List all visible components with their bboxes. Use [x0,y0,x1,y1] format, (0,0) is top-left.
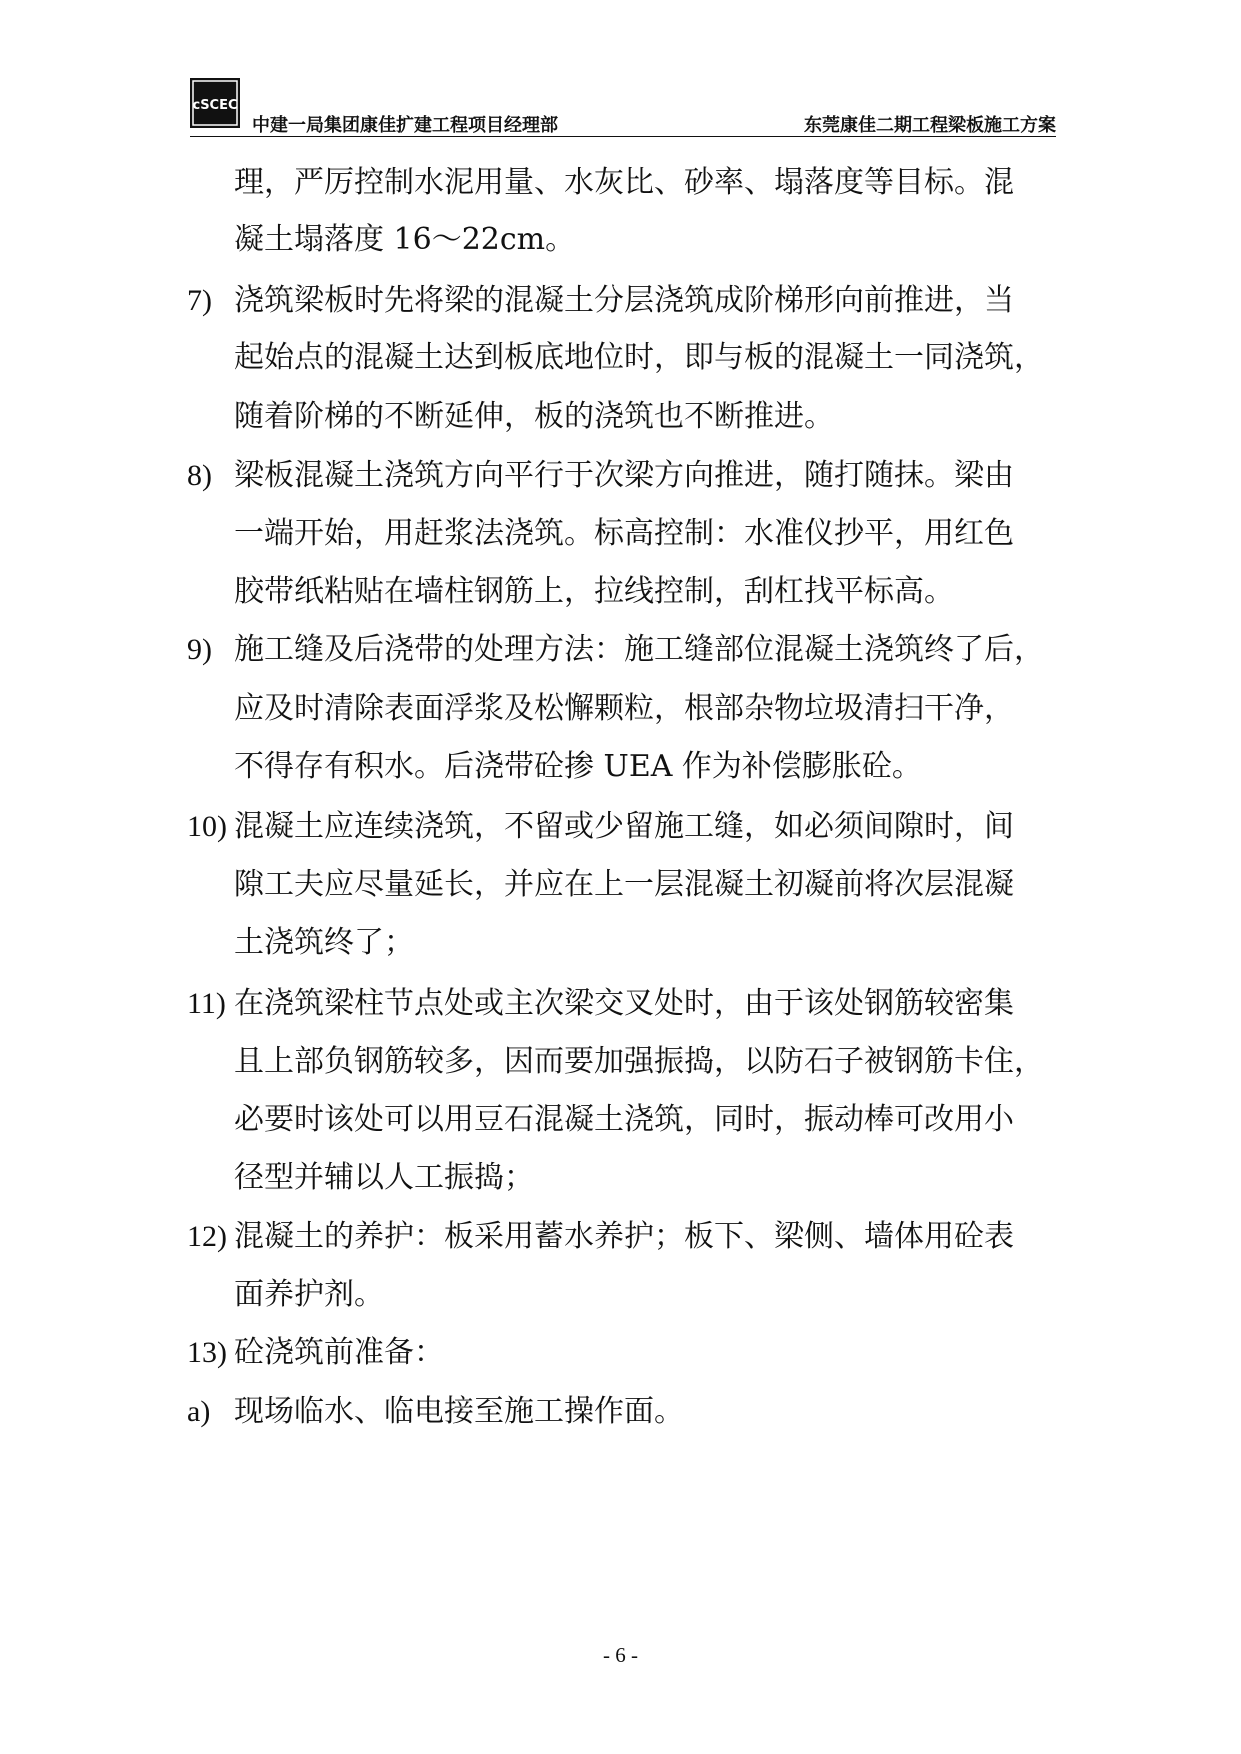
paragraph-line: 砼浇筑前准备： [234,1335,444,1370]
paragraph-line: 在浇筑梁柱节点处或主次梁交叉处时，由于该处钢筋较密集 [234,986,1014,1021]
header-organization: 中建一局集团康佳扩建工程项目经理部 [252,115,558,136]
list-item-number: a) [187,1395,211,1428]
paragraph-line: 不得存有积水。后浇带砼掺 UEA 作为补偿膨胀砼。 [234,749,922,784]
logo-text: cSCEC [192,98,238,113]
paragraph-line: 面养护剂。 [234,1277,384,1312]
paragraph-line: 土浇筑终了； [234,925,414,960]
list-item-number: 7) [187,284,212,317]
page-header [190,78,1056,138]
paragraph-line: 梁板混凝土浇筑方向平行于次梁方向推进，随打随抹。梁由 [234,458,1014,493]
paragraph-line: 凝土塌落度 16～22cm。 [234,222,576,257]
list-item-number: 10) [187,810,227,843]
paragraph-line: 施工缝及后浇带的处理方法：施工缝部位混凝土浇筑终了后， [234,632,1044,667]
paragraph-line: 胶带纸粘贴在墙柱钢筋上，拉线控制，刮杠找平标高。 [234,574,954,609]
paragraph-line: 一端开始，用赶浆法浇筑。标高控制：水准仪抄平，用红色 [234,516,1014,551]
paragraph-line: 随着阶梯的不断延伸，板的浇筑也不断推进。 [234,399,834,434]
cscec-logo-icon [190,78,240,128]
paragraph-line: 混凝土应连续浇筑，不留或少留施工缝，如必须间隙时，间 [234,809,1014,844]
paragraph-line: 现场临水、临电接至施工操作面。 [234,1394,684,1429]
paragraph-line: 且上部负钢筋较多，因而要加强振捣，以防石子被钢筋卡住， [234,1044,1044,1079]
paragraph-line: 必要时该处可以用豆石混凝土浇筑，同时，振动棒可改用小 [234,1102,1014,1137]
paragraph-line: 混凝土的养护：板采用蓄水养护；板下、梁侧、墙体用砼表 [234,1219,1014,1254]
paragraph-line: 应及时清除表面浮浆及松懈颗粒，根部杂物垃圾清扫干净， [234,691,1014,726]
paragraph-line: 隙工夫应尽量延长，并应在上一层混凝土初凝前将次层混凝 [234,867,1014,902]
paragraph-line: 径型并辅以人工振捣； [234,1160,534,1195]
header-document-title: 东莞康佳二期工程梁板施工方案 [804,115,1056,136]
page-number: - 6 - [603,1643,638,1667]
list-item-number: 13) [187,1336,227,1369]
list-item-number: 11) [187,987,226,1020]
header-divider [190,136,1056,137]
paragraph-line: 浇筑梁板时先将梁的混凝土分层浇筑成阶梯形向前推进，当 [234,283,1014,318]
paragraph-line: 理，严厉控制水泥用量、水灰比、砂率、塌落度等目标。混 [234,165,1014,200]
list-item-number: 12) [187,1220,227,1253]
list-item-number: 8) [187,459,212,492]
list-item-number: 9) [187,633,212,666]
paragraph-line: 起始点的混凝土达到板底地位时，即与板的混凝土一同浇筑， [234,340,1044,375]
